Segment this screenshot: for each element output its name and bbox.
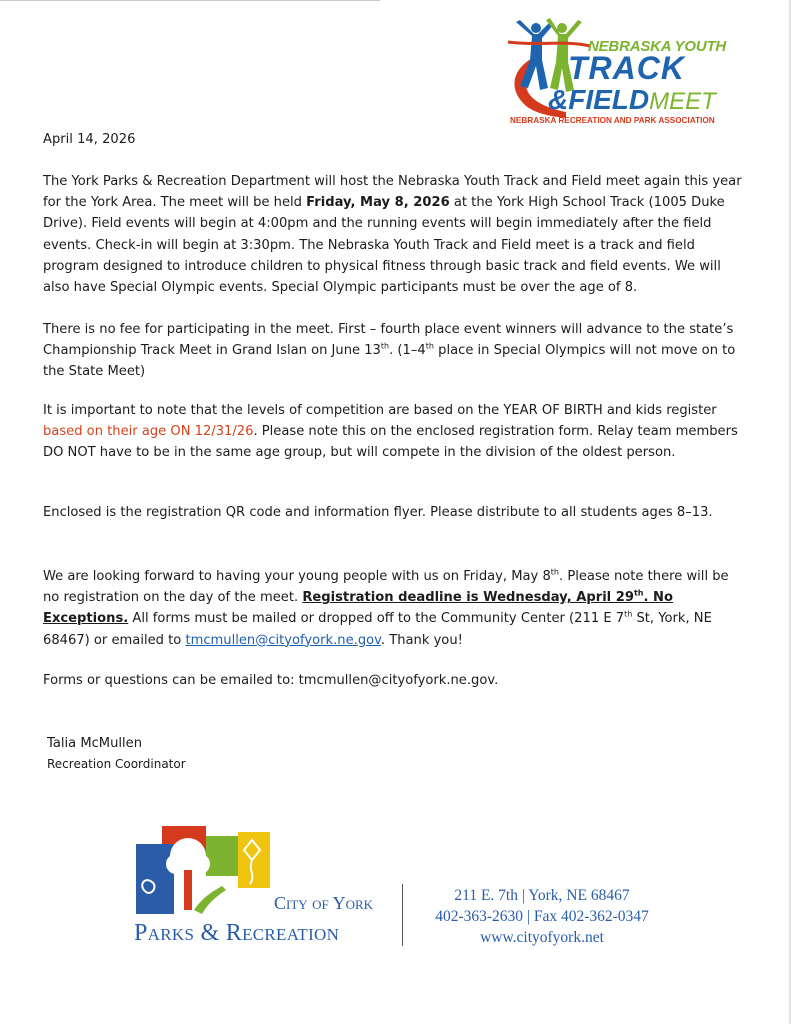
paragraph-competition-levels (43, 400, 743, 464)
logo-title-nebraska-youth: NEBRASKA YOUTH (588, 38, 727, 55)
p5-text-d: St, York, NE 68467) or emailed to (43, 611, 712, 648)
logo-field-word: &FIELD (548, 84, 650, 115)
paragraph-deadline (43, 566, 743, 651)
p3-age-highlight: based on their age ON 12/31/26 (43, 424, 254, 440)
paragraph-fee-info (43, 319, 743, 383)
footer-address: 211 E. 7th | York, NE 68467 (454, 887, 630, 904)
p2-text-a: There is no fee for participating in the meet. First – fourth place event winners will advance to the state’s Championship Track Meet in Grand Islan on June 13 (43, 322, 734, 359)
p2-sup2: th (425, 341, 434, 351)
p1-text-c: at the York High School Track (1005 Duke Drive). Field events will begin at 4:00pm and the running events will begin immediately after the field events. Check-in will begin at 3:30pm. The Nebraska Youth Track and Field meet is a track and field program designed to introduce children to physical fitness through basic track and field events. We will also have Special Olympic events. Special Olympic participants must be over the age of 8. (43, 195, 725, 296)
letter-date: April 14, 2026 (43, 132, 136, 147)
p5-text-e: . Thank you! (380, 632, 463, 648)
signature-title: Recreation Coordinator (47, 757, 186, 771)
footer-contact-block (418, 885, 666, 948)
scan-edge-line (0, 0, 380, 1)
p5-text-c: All forms must be mailed or dropped off to the Community Center (211 E 7 (128, 611, 625, 627)
deadline-text-b: . No Exceptions. (43, 590, 673, 627)
p5-sup2: th (624, 610, 633, 620)
footer-website: www.cityofyork.net (480, 929, 604, 946)
p5-sup1: th (550, 567, 560, 577)
p5-text-a: We are looking forward to having your young people with us on Friday, May 8 (43, 569, 551, 584)
footer-divider (402, 884, 403, 946)
p2-sup1: th (380, 341, 390, 351)
paragraph-enclosed: Enclosed is the registration QR code and information flyer. Please distribute to all students ages 8–13. (43, 505, 713, 520)
p3-text-a: It is important to note that the levels of competition are based on the YEAR OF BIRTH and kids register (43, 403, 717, 418)
logo-meet-word: MEET (649, 88, 716, 115)
paragraph-meet-info (43, 171, 743, 298)
logo-title-field (548, 86, 716, 114)
deadline-sup: th (633, 588, 644, 598)
p1-text-a: The York Parks & Recreation Department will host the Nebraska Youth Track and Field meet again this year for the York Area. The meet will be held (43, 174, 742, 211)
deadline-text-a: Registration deadline is Wednesday, April 29 (302, 590, 634, 606)
p1-meet-date: Friday, May 8, 2026 (306, 195, 450, 211)
logo-title-track: TRACK (568, 50, 685, 86)
p2-text-c: place in Special Olympics will not move on to the State Meet) (43, 343, 736, 380)
email-link[interactable]: tmcmullen@cityofyork.ne.gov (185, 632, 381, 648)
parks-rec-graphic (134, 826, 270, 920)
footer-phone-fax: 402-363-2630 | Fax 402-362-0347 (435, 908, 649, 925)
footer-dept-name: Parks & Recreation (134, 920, 340, 946)
footer-city-name: City of York (274, 893, 374, 913)
track-meet-logo (506, 16, 727, 128)
p5-text-b: . Please note there will be no registration on the day of the meet. (43, 569, 729, 606)
logo-association: NEBRASKA RECREATION AND PARK ASSOCIATION (510, 116, 715, 125)
parks-rec-logo (134, 826, 394, 952)
signature-name: Talia McMullen (47, 736, 143, 751)
paragraph-contact: Forms or questions can be emailed to: tmcmullen@cityofyork.ne.gov. (43, 673, 499, 688)
p2-text-b: . (1–4 (389, 343, 426, 359)
p3-text-c: . Please note this on the enclosed registration form. Relay team members DO NOT have to be in the same age group, but will compete in the division of the oldest person. (43, 424, 738, 461)
